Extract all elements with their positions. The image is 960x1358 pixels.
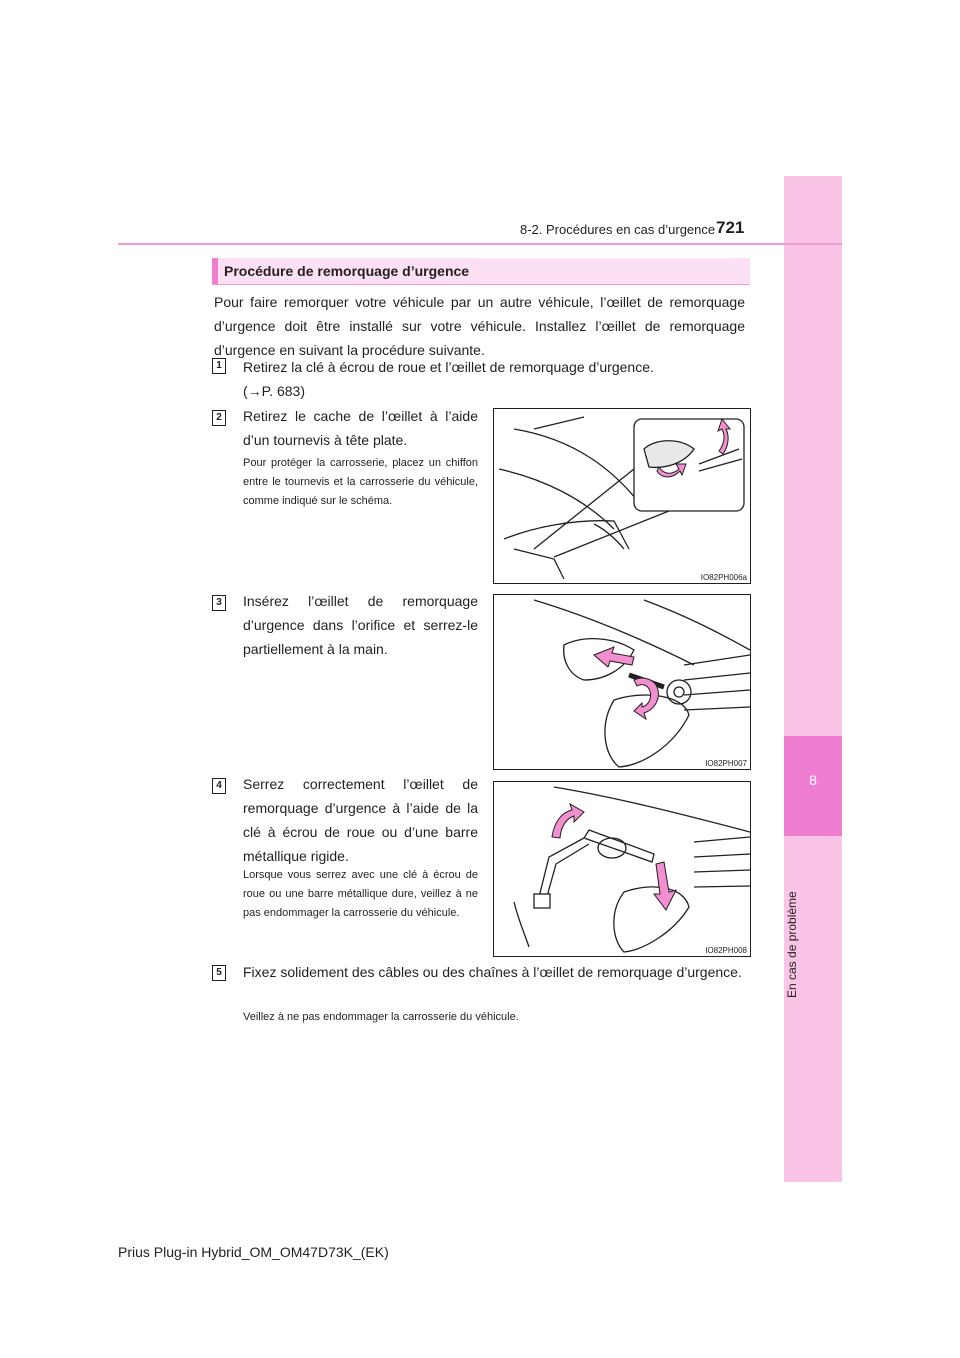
chapter-number: 8: [809, 772, 817, 788]
figure-code: IO82PH008: [705, 946, 747, 955]
chapter-title-text: En cas de problème: [785, 891, 799, 998]
step-2-text: Retirez le cache de l’œillet à l’aide d’un tournevis à tête plate.: [243, 408, 478, 448]
figure-code: IO82PH007: [705, 759, 747, 768]
chapter-title: [783, 880, 807, 1000]
step-4-text: Serrez correctement l’œillet de remorquage d’urgence à l’aide de la clé à écrou de roue ou d’une barre métallique rigide.: [243, 776, 478, 864]
section-title: Procédure de remorquage d’urgence: [224, 263, 470, 279]
step-3-number: 3: [212, 595, 226, 611]
step-2-note: Pour protéger la carrosserie, placez un chiffon entre le tournevis et la carrosserie du véhicule, comme indiqué sur le schéma.: [243, 457, 478, 507]
step-5-note: Veillez à ne pas endommager la carrosserie du véhicule.: [243, 1011, 519, 1023]
step-3-text: Insérez l’œillet de remorquage d’urgence dans l’orifice et serrez-le partiellement à la main.: [243, 593, 478, 657]
section-band-marker: [212, 258, 218, 284]
page-number: 721: [716, 218, 745, 237]
step-1-text: Retirez la clé à écrou de roue et l’œillet de remorquage d’urgence.: [243, 359, 654, 375]
figure-code: IO82PH006a: [700, 573, 747, 582]
step-4-number: 4: [212, 778, 226, 794]
chapter-sidebar: [784, 176, 842, 1182]
figure-tighten-eyelet: [493, 781, 751, 957]
step-5-number: 5: [212, 965, 226, 981]
step-4-note: Lorsque vous serrez avec une clé à écrou de roue ou une barre métallique dure, veillez à ne pas endommager la carrosserie du véhicule.: [243, 869, 478, 919]
section-label: 8-2. Procédures en cas d’urgence: [520, 222, 716, 237]
figure-remove-cover: [493, 408, 751, 584]
footer-document-id: Prius Plug-in Hybrid_OM_OM47D73K_(EK): [118, 1244, 389, 1260]
step-1-number: 1: [212, 358, 226, 374]
step-2-number: 2: [212, 410, 226, 426]
step-5-text: Fixez solidement des câbles ou des chaînes à l’œillet de remorquage d’urgence.: [243, 964, 742, 980]
figure-insert-eyelet-drawing: [494, 595, 750, 769]
intro-paragraph: Pour faire remorquer votre véhicule par un autre véhicule, l’œillet de remorquage d’urgence doit être installé sur votre véhicule. Installez l’œillet de remorquage d’urgence en suivant la procédure suivante.: [214, 294, 745, 358]
header-divider: [118, 243, 842, 245]
figure-insert-eyelet: [493, 594, 751, 770]
step-1-reference: (→P. 683): [243, 383, 305, 399]
figure-tighten-eyelet-drawing: [494, 782, 750, 956]
figure-remove-cover-drawing: [494, 409, 750, 583]
